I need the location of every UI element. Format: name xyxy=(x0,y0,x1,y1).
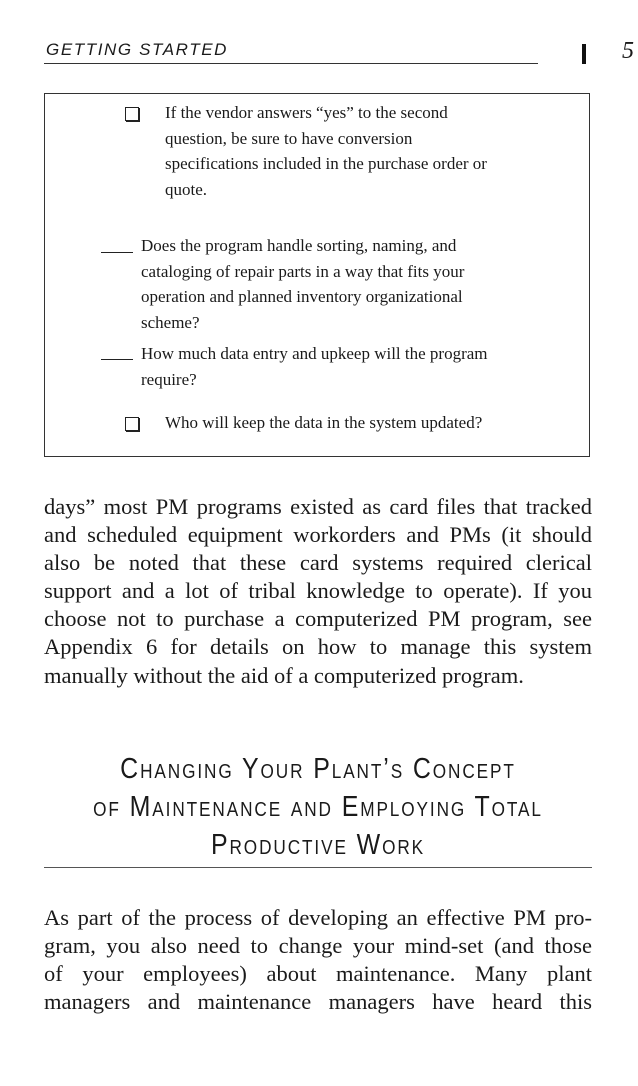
checkbox-icon xyxy=(125,107,139,121)
paragraph-line: Appendix 6 for details on how to manage this system xyxy=(44,634,592,660)
paragraph-line: managers and maintenance managers have heard this xyxy=(44,989,592,1015)
item-line: require? xyxy=(141,369,197,389)
paragraph-line: support and a lot of tribal knowledge to operate). If you xyxy=(44,578,592,604)
section-rule xyxy=(44,867,592,868)
checklist-item-repair-parts xyxy=(141,233,464,335)
checklist-item-data-entry xyxy=(141,341,488,392)
item-line: specifications included in the purchase order or xyxy=(165,154,487,173)
item-line: scheme? xyxy=(141,312,200,332)
section-heading-line: Changing Your Plant’s Concept xyxy=(120,753,516,785)
paragraph-line: As part of the process of developing an effective PM pro- xyxy=(44,905,592,930)
item-line: question, be sure to have conversion xyxy=(165,128,413,148)
item-line: Who will keep the data in the system updated? xyxy=(165,413,483,432)
item-line: quote. xyxy=(165,179,208,199)
body-paragraph-card-files xyxy=(44,493,592,690)
item-line: Does the program handle sorting, naming, and xyxy=(141,236,457,255)
running-header-title: GETTING STARTED xyxy=(46,40,229,59)
header-bar xyxy=(582,44,586,64)
item-line: How much data entry and upkeep will the program xyxy=(141,344,488,363)
section-heading xyxy=(44,750,592,864)
body-paragraph-mind-set xyxy=(44,904,592,1016)
paragraph-line: also be noted that these card systems required clerical xyxy=(44,550,592,576)
answer-blank xyxy=(101,252,133,253)
page-number: 5 xyxy=(622,38,634,64)
header-rule xyxy=(44,63,538,64)
paragraph-line: and scheduled equipment workorders and PMs (it should xyxy=(44,522,592,548)
checklist-box xyxy=(44,93,590,457)
section-heading-line: Productive Work xyxy=(210,829,426,861)
paragraph-line: manually without the aid of a computerized program. xyxy=(44,662,524,688)
item-line: operation and planned inventory organizational xyxy=(141,287,463,306)
item-line: If the vendor answers “yes” to the second xyxy=(165,103,448,122)
paragraph-line: days” most PM programs existed as card files that tracked xyxy=(44,494,592,519)
paragraph-line: gram, you also need to change your mind-set (and those xyxy=(44,933,592,959)
checklist-item-data-updates xyxy=(165,410,482,436)
paragraph-line: choose not to purchase a computerized PM program, see xyxy=(44,606,592,632)
paragraph-line: of your employees) about maintenance. Many plant xyxy=(44,961,592,987)
checkbox-icon xyxy=(125,417,139,431)
answer-blank xyxy=(101,359,133,360)
running-header xyxy=(44,38,634,66)
item-line: cataloging of repair parts in a way that fits your xyxy=(141,261,465,281)
checklist-item-vendor-conversion xyxy=(165,100,487,202)
section-heading-line: of Maintenance and Employing Total xyxy=(93,791,543,823)
